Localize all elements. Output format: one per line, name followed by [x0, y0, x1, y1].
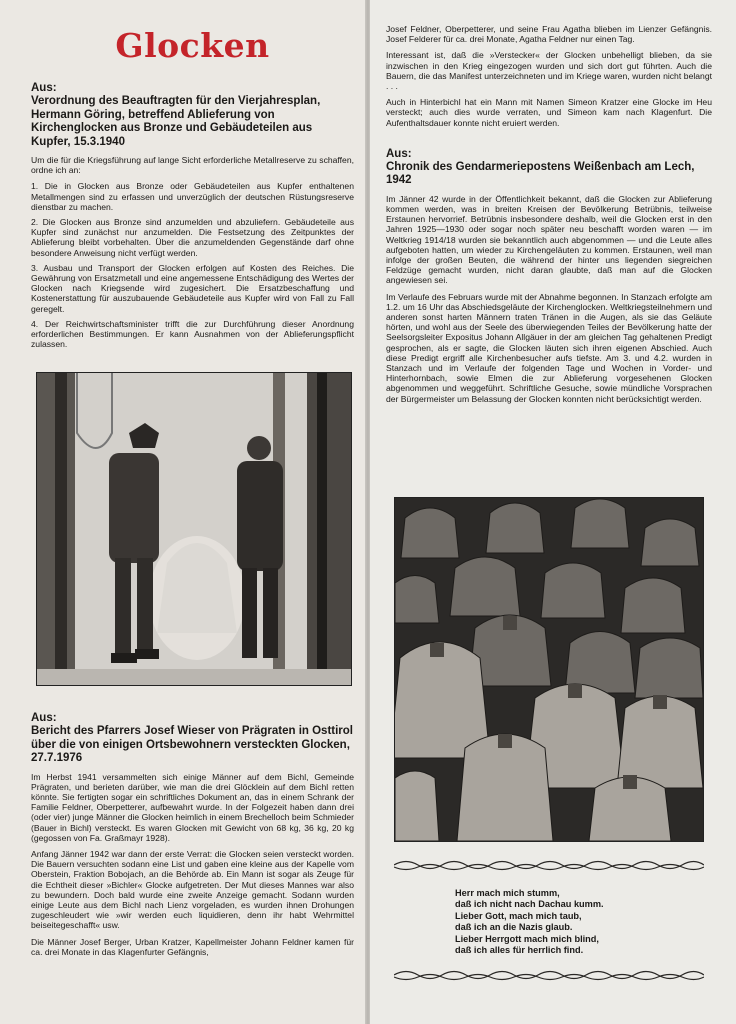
- headline: Glocken: [115, 26, 270, 65]
- report-paragraph: Die Männer Josef Berger, Urban Kratzer, Kapellmeister Johann Feldner kamen für ca. drei Monate in das Klagenfurter Gefängnis,: [31, 936, 354, 957]
- poem-line: Lieber Gott, mach mich taub,: [455, 910, 582, 921]
- decree-item: 4. Der Reichwirtschaftsminister trifft die zur Durchführung dieser Anordnung erforderlichen Bestimmungen. Er kann Ausnahmen von der Ablieferungspflicht zulassen.: [31, 318, 354, 350]
- decree-item: 2. Die Glocken aus Bronze sind anzumelden und abzuliefern. Gebäudeteile aus Kupfer sind zunächst nur anzumelden. Die Festsetzung des Zeitpunktes der Ablieferung bleibt vorbehalten. Über die anzumeldenden Gegenstände darf ohne besondere Anweisung nicht verfügt werden.: [31, 217, 354, 258]
- section-title: Chronik des Gendarmeriepostens Weißenbach am Lech, 1942: [386, 160, 695, 187]
- report-paragraph: Interessant ist, daß die »Verstecker« der Glocken unbehelligt blieben, da sie inzwischen in den Krieg eingezogen wurden und sich dort gut führten. Auch die Bauern, die das Manifest unterzeichneten und im Kriege waren, wurden nicht belangt . . .: [386, 50, 712, 92]
- section-goering-decree: [31, 82, 354, 349]
- photo-bells-illustration: [395, 498, 703, 841]
- report-paragraph: Auch in Hinterbichl hat ein Mann mit Namen Simeon Kratzer eine Glocke im Heu versteckt; auch dies wurde verraten, und Simeon kam nach Klagenfurt. Die Aufenthaltsdauer konnte nicht eruiert werden.: [386, 97, 712, 128]
- section-aus-label: Aus:: [386, 147, 412, 160]
- photo-collected-bells: [394, 497, 704, 842]
- photo-soldiers-illustration: [37, 373, 351, 685]
- poem-line: Herr mach mich stumm,: [455, 888, 560, 898]
- section-aus-label: Aus:: [31, 712, 57, 724]
- report-paragraph: Anfang Jänner 1942 war dann der erste Verrat: die Glocken seien versteckt worden. Die Bauern versuchten sodann eine List und gaben eine kleine aus der Kapelle vom Oberstein, Fraktion Bobojach, an die Behörde ab. Ein Mann ist sogar als Zeuge für die Echtheit dieser »Bichler« Glocke aufgetreten. Der Mut dieses Mannes war also zu bewundern. Doch bald wurde eine zweite Anzeige gemacht. Sodann wurden einige Leute aus dem Bichl nach Lienz vorgeladen, es wurden ihnen Drohungen zugeschleudert wie »wir werden euch liquidieren, denn ihr habt Wehrmittel beiseitegeschafft« usw.: [31, 848, 354, 931]
- poem-line: daß ich alles für herrlich find.: [455, 945, 584, 956]
- ornament-divider-top: [394, 858, 704, 872]
- decree-item: 3. Ausbau und Transport der Glocken erfolgen auf Kosten des Reiches. Die Gewährung von Ersatzmetall und eine angemessene Entschädigung des Wertes der Glocken nach Kriegsende wird zugesichert. Die Ersatzbeschaffung und Kostenerstattung für auszubauende Gebäudeteile aus Kupfer wird von Fall zu Fall geregelt.: [31, 262, 354, 314]
- section-wieser-report: [31, 712, 354, 963]
- poem-line: daß ich nicht nach Dachau kumm.: [455, 899, 604, 910]
- report-continuation: [386, 24, 712, 128]
- decree-item: 1. Die in Glocken aus Bronze oder Gebäudeteilen aus Kupfer enthaltenen Metallmengen sind zu erfassen und unverzüglich der deutschen Rüstungsreserve dienstbar zu machen.: [31, 181, 354, 212]
- ornament-divider-bottom: [394, 968, 704, 982]
- section-gendarmerie-chronicle: [386, 148, 712, 404]
- section-aus-label: Aus:: [31, 82, 57, 94]
- section-title: Bericht des Pfarrers Josef Wieser von Prägraten in Osttirol über die von einigen Ortsbewohnern versteckten Glocken, 27.7.1976: [31, 725, 354, 764]
- poem-line: Lieber Herrgott mach mich blind,: [455, 933, 599, 944]
- chronicle-paragraph: Im Verlaufe des Februars wurde mit der Abnahme begonnen. In Stanzach erfolgte am 1.2. um 16 Uhr das Abschiedsgeläute der Kirchenglocken. Weltkriegsteilnehmern und anderen sonst harten Männern traten Tränen in die Augen, als sie das Geläute hörten, und wohl aus der Seele des überwiegenden Teiles der Bevölkerung hatte der Seelsorgsleiter Expositus Johann Allgäuer in der am gleichen Tag gehaltenen Predigt gesprochen, als er sagte, die Glocken läuten sich ihren eigenen Abschied. Auch diese Predigt ergriff alle Kirchenbesucher aufs tiefste. Am 3. und 4.2. wurden in Stanzach und im Verlaufe der folgenden Tage und Wochen in Vorder- und Hinterhornbach, sowie Elmen die zur Ablieferung vorgesehenen Glocken abgenommen und weggeführt. Schriftliche Gesuche, sowie mündliche Vorsprachen der Bürgermeister um Belassung der Glocken konnten nicht berücksichtigt werden.: [386, 291, 712, 404]
- section-title: Verordnung des Beauftragten für den Vierjahresplan, Hermann Göring, betreffend Ablieferung von Kirchenglocken aus Bronze und Gebäudeteilen aus Kupfer, 15.3.1940: [31, 95, 321, 148]
- decree-intro: Um die für die Kriegsführung auf lange Sicht erforderliche Metallreserve zu schaffen, ordne ich an:: [31, 155, 354, 176]
- report-paragraph: Im Herbst 1941 versammelten sich einige Männer auf dem Bichl, Gemeinde Prägraten, und berieten darüber, wie man die drei Glöcklein auf dem Bichl retten könnte. Sie fertigten sogar ein schriftliches Dokument an, das in einem Schrank der Familie Feldner, Oberpetterer, aufbewahrt wurde. In der Folgezeit haben dann drei (oder vier) junge Männer die Glocken heimlich in einem Brechelloch beim Schmieder (Bauer in Bichl) versteckt. Es waren Glocken mit Gewicht von 68 kg, 36 kg, 20 kg (gegossen von Fa. Graßmayr 1928).: [31, 771, 354, 843]
- poem-line: daß ich an die Nazis glaub.: [455, 922, 573, 933]
- chronicle-paragraph: Im Jänner 42 wurde in der Öffentlichkeit bekannt, daß die Glocken zur Ablieferung kommen werden, was in breiten Kreisen der Bevölkerung Betrübnis, teilweise Erstaunen hervorrief. Betrübnis insbesondere deshalb, weil die Glocken erst in den Jahren 1925—1930 oder sogar noch später neu beschafft worden waren — im Weltkrieg 1914/18 wurden sie bekanntlich auch abgenommen — und die Leute alles aufgeboten hatten, um wieder zu Kirchengeläuten zu kommen. Erstaunen, weil man infolge der großen Beuten, die während der hinter uns liegenden siegreichen Feldzüge gemacht wurden, nicht daran glaubte, daß man auf die Glocken angewiesen sei.: [386, 193, 712, 286]
- photo-soldiers-with-bell: [36, 372, 352, 686]
- poem: [455, 888, 695, 956]
- report-paragraph: Josef Feldner, Oberpetterer, und seine Frau Agatha blieben im Lienzer Gefängnis. Josef Felderer für ca. drei Monate, Agatha Feldner nur einen Tag.: [386, 24, 712, 45]
